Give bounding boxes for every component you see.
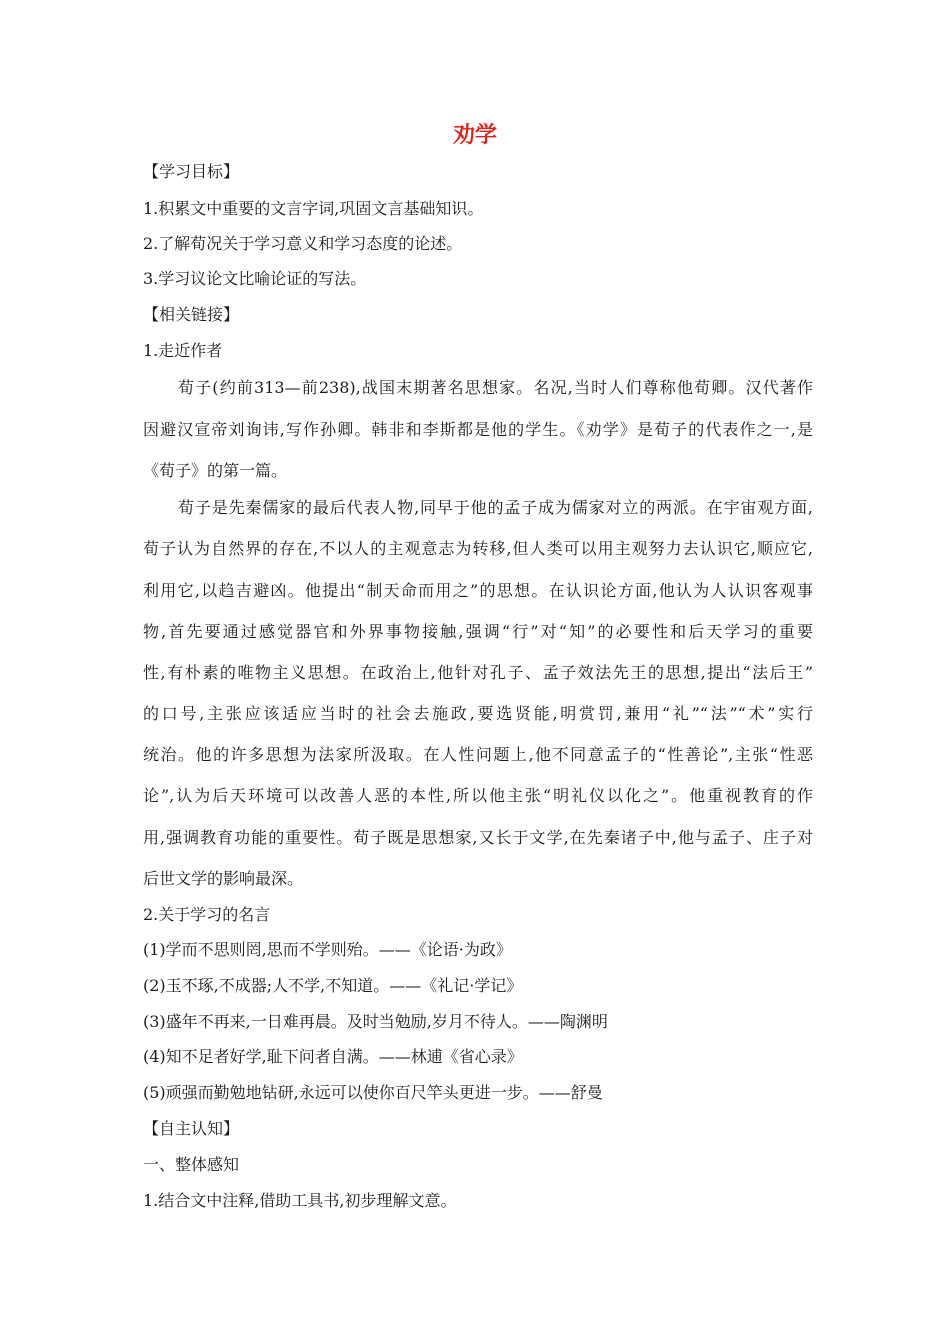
- author-para2-line: 论”,认为后天环境可以改善人恶的本性,所以他主张“明礼仪以化之”。他重视教育的作: [143, 786, 813, 805]
- section-header-self: 【自主认知】: [143, 1119, 240, 1138]
- subheading-overall: 一、整体感知: [143, 1155, 240, 1174]
- page-title: 劝学: [452, 123, 497, 148]
- goal-item-1: 1.积累文中重要的文言字词,巩固文言基础知识。: [143, 199, 484, 218]
- author-para2-line: 利用它,以趋吉避凶。他提出“制天命而用之”的思想。在认识论方面,他认为人认识客观事: [143, 581, 813, 600]
- author-para2-line: 荀子认为自然界的存在,不以人的主观意志为转移,但人类可以用主观努力去认识它,顺应它,: [143, 539, 813, 558]
- section-header-links: 【相关链接】: [143, 305, 240, 324]
- quote-item-5: (5)顽强而勤勉地钻研,永远可以使你百尺竿头更进一步。——舒曼: [143, 1083, 603, 1102]
- author-para2-line: 用,强调教育功能的重要性。荀子既是思想家,又长于文学,在先秦诸子中,他与孟子、庄子对: [143, 828, 813, 847]
- author-para2-line: 后世文学的影响最深。: [143, 869, 304, 888]
- overall-item-1: 1.结合文中注释,借助工具书,初步理解文意。: [143, 1191, 457, 1210]
- author-para2-line: 的口号,主张应该适应当时的社会去施政,要选贤能,明赏罚,兼用“礼”“法”“术”实行: [143, 704, 813, 723]
- quote-item-3: (3)盛年不再来,一日难再晨。及时当勉励,岁月不待人。——陶渊明: [143, 1012, 608, 1031]
- author-para2-line: 荀子是先秦儒家的最后代表人物,同早于他的孟子成为儒家对立的两派。在宇宙观方面,: [178, 498, 813, 517]
- author-para1-line: 荀子(约前313—前238),战国末期著名思想家。名况,当时人们尊称他荀卿。汉代著作: [178, 378, 813, 397]
- author-para1-line: 因避汉宣帝刘询讳,写作孙卿。韩非和李斯都是他的学生。《劝学》是荀子的代表作之一,是: [143, 420, 813, 439]
- quote-item-2: (2)玉不琢,不成器;人不学,不知道。——《礼记·学记》: [143, 976, 523, 995]
- goal-item-3: 3.学习议论文比喻论证的写法。: [143, 269, 367, 288]
- author-para1-line: 《荀子》的第一篇。: [143, 461, 288, 480]
- quote-item-1: (1)学而不思则罔,思而不学则殆。——《论语·为政》: [143, 940, 512, 959]
- author-para2-line: 性,有朴素的唯物主义思想。在政治上,他针对孔子、孟子效法先王的思想,提出“法后王”: [143, 663, 813, 682]
- subheading-quotes: 2.关于学习的名言: [143, 905, 271, 924]
- section-header-goals: 【学习目标】: [143, 162, 240, 181]
- quote-item-4: (4)知不足者好学,耻下问者自满。——林逋《省心录》: [143, 1047, 523, 1066]
- goal-item-2: 2.了解荀况关于学习意义和学习态度的论述。: [143, 234, 463, 253]
- subheading-author: 1.走近作者: [143, 341, 223, 360]
- author-para2-line: 物,首先要通过感觉器官和外界事物接触,强调“行”对“知”的必要性和后天学习的重要: [143, 622, 813, 641]
- author-para2-line: 统治。他的许多思想为法家所汲取。在人性问题上,他不同意孟子的“性善论”,主张“性恶: [143, 745, 813, 764]
